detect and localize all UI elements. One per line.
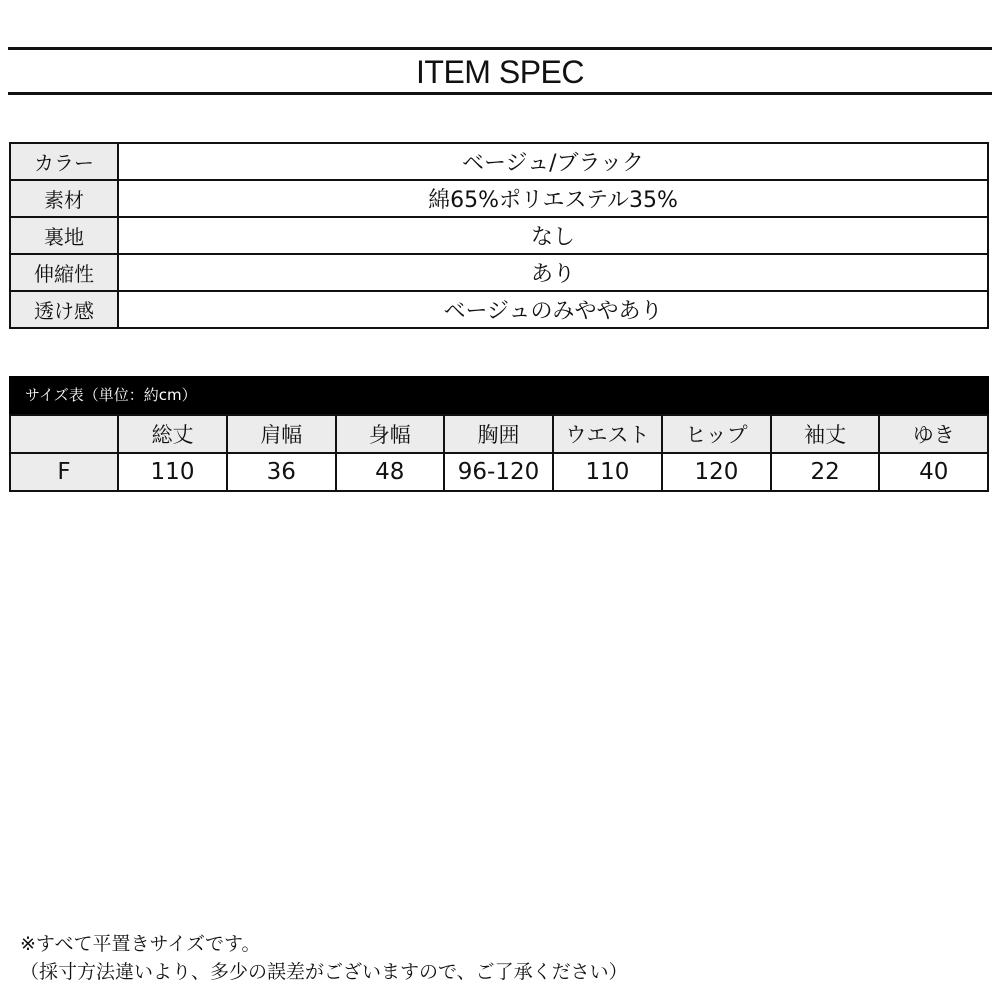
title-top-rule — [8, 47, 992, 50]
column-header — [10, 415, 118, 453]
size-label: F — [10, 453, 118, 491]
column-header: 身幅 — [336, 415, 445, 453]
column-header: 胸囲 — [444, 415, 553, 453]
size-cell: 22 — [771, 453, 880, 491]
page-title: ITEM SPEC — [416, 54, 584, 90]
size-cell: 48 — [336, 453, 445, 491]
size-table-header: サイズ表（単位：約cm） — [9, 376, 989, 414]
spec-row — [10, 143, 988, 180]
item-spec-table — [9, 142, 989, 329]
column-header: 袖丈 — [771, 415, 880, 453]
column-header: 総丈 — [118, 415, 227, 453]
column-header: 肩幅 — [227, 415, 336, 453]
size-cell: 36 — [227, 453, 336, 491]
column-header: ヒップ — [662, 415, 771, 453]
spec-label: 透け感 — [10, 291, 118, 328]
spec-value: 綿65%ポリエステル35% — [118, 180, 988, 217]
spec-label: カラー — [10, 143, 118, 180]
notes — [20, 930, 628, 986]
spec-value: あり — [118, 254, 988, 291]
size-cell: 96-120 — [444, 453, 553, 491]
spec-row — [10, 254, 988, 291]
spec-label: 伸縮性 — [10, 254, 118, 291]
size-cell: 40 — [879, 453, 988, 491]
size-cell: 120 — [662, 453, 771, 491]
spec-value: ベージュのみややあり — [118, 291, 988, 328]
size-cell: 110 — [553, 453, 662, 491]
spec-label: 裏地 — [10, 217, 118, 254]
column-header: ゆき — [879, 415, 988, 453]
column-header: ウエスト — [553, 415, 662, 453]
size-cell: 110 — [118, 453, 227, 491]
spec-row — [10, 291, 988, 328]
spec-value: なし — [118, 217, 988, 254]
size-header-row — [10, 415, 988, 453]
size-row — [10, 453, 988, 491]
title-bottom-rule — [8, 92, 992, 95]
size-table — [9, 414, 989, 492]
note-line: ※すべて平置きサイズです。 — [20, 933, 261, 955]
spec-label: 素材 — [10, 180, 118, 217]
note-line: （採寸方法違いより、多少の誤差がございますので、ご了承ください） — [20, 961, 628, 983]
spec-value: ベージュ/ブラック — [118, 143, 988, 180]
spec-row — [10, 217, 988, 254]
spec-row — [10, 180, 988, 217]
